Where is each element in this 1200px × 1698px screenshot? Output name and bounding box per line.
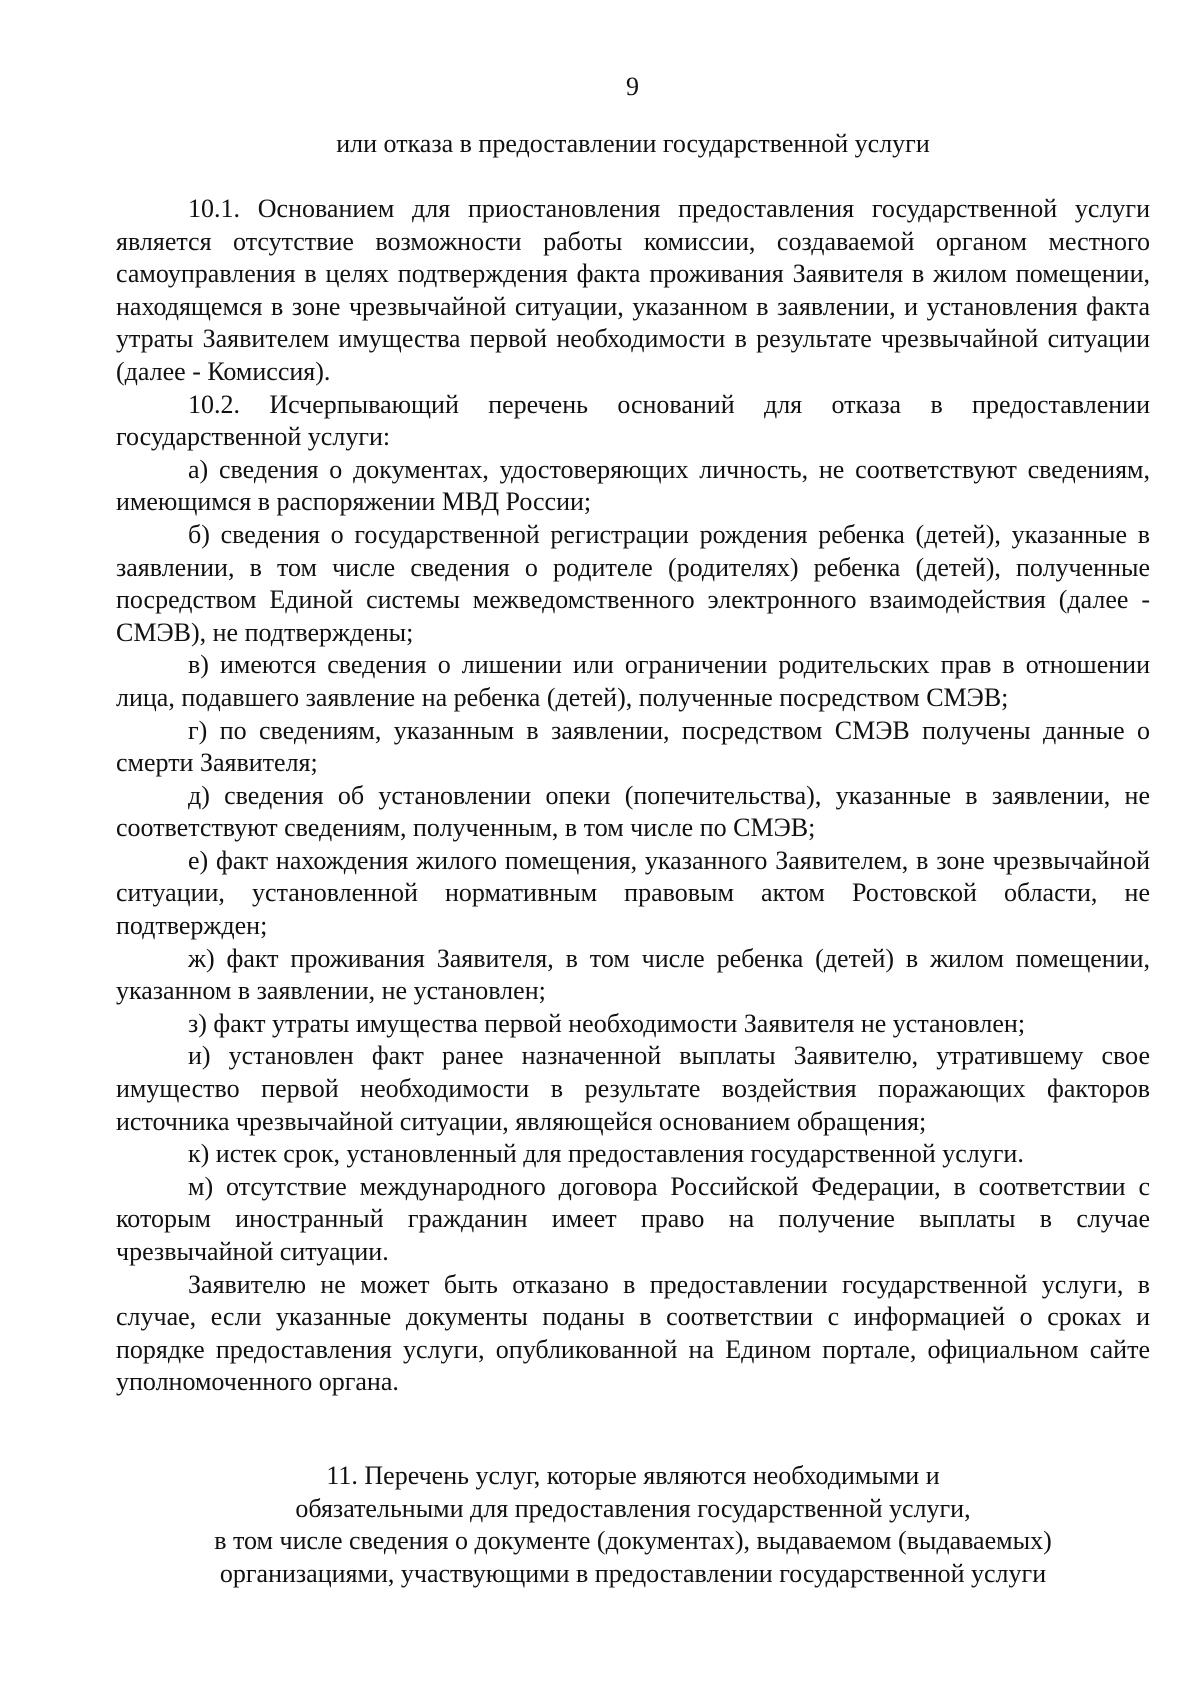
section-heading-line: обязательными для предоставления государственной услуги,: [295, 1493, 971, 1523]
closing-paragraph: Заявителю не может быть отказано в предоставлении государственной услуги, в случае, если указанные документы поданы в соответствии с информацией о сроках и порядке предоставления услуги, опубликованной на Едином портале, официальном сайте уполномоченного органа.: [116, 1269, 1150, 1397]
list-item-m: м) отсутствие международного договора Российской Федерации, в соответствии с которым иностранный гражданин имеет право на получение выплаты в случае чрезвычайной ситуации.: [116, 1171, 1150, 1266]
list-item-b: б) сведения о государственной регистрации рождения ребенка (детей), указанные в заявлении, в том числе сведения о родителе (родителях) ребенка (детей), полученные посредством Единой системы межведомственного электронного взаимодействия (далее - СМЭВ), не подтверждены;: [116, 519, 1150, 647]
list-item-z: з) факт утраты имущества первой необходимости Заявителя не установлен;: [188, 1008, 1026, 1038]
paragraph-10-2: 10.2. Исчерпывающий перечень оснований для отказа в предоставлении государственной услуги:: [116, 389, 1150, 452]
list-item-d: д) сведения об установлении опеки (попечительства), указанные в заявлении, не соответствуют сведениям, полученным, в том числе по СМЭВ;: [116, 780, 1150, 843]
section-heading-continuation: или отказа в предоставлении государственной услуги: [336, 129, 930, 158]
list-item-a: а) сведения о документах, удостоверяющих личность, не соответствуют сведениям, имеющимся в распоряжении МВД России;: [116, 454, 1150, 517]
section-heading-line: 11. Перечень услуг, которые являются необходимыми и: [326, 1461, 940, 1490]
list-item-v: в) имеются сведения о лишении или ограничении родительских прав в отношении лица, подавшего заявление на ребенка (детей), полученные посредством СМЭВ;: [116, 650, 1150, 712]
section-heading-line: в том числе сведения о документе (документах), выдаваемом (выдаваемых): [214, 1526, 1052, 1556]
list-item-e: е) факт нахождения жилого помещения, указанного Заявителем, в зоне чрезвычайной ситуации, установленной нормативным правовым актом Ростовской области, не подтвержден;: [116, 845, 1150, 941]
list-item-k: к) истек срок, установленный для предоставления государственной услуги.: [188, 1139, 1024, 1169]
page-number: 9: [626, 72, 639, 101]
section-11-heading: [116, 1460, 1150, 1590]
body-text: [116, 193, 1150, 1399]
list-item-i: и) установлен факт ранее назначенной выплаты Заявителю, утратившему свое имущество первой необходимости в результате воздействия поражающих факторов источника чрезвычайной ситуации, являющейся основанием обращения;: [116, 1041, 1150, 1136]
list-item-zh: ж) факт проживания Заявителя, в том числе ребенка (детей) в жилом помещении, указанном в заявлении, не установлен;: [116, 943, 1150, 1006]
paragraph-10-1: 10.1. Основанием для приостановления предоставления государственной услуги является отсутствие возможности работы комиссии, создаваемой органом местного самоуправления в целях подтверждения факта проживания Заявителя в жилом помещении, находящемся в зоне чрезвычайной ситуации, указанном в заявлении, и установления факта утраты Заявителем имущества первой необходимости в результате чрезвычайной ситуации (далее - Комиссия).: [116, 194, 1150, 386]
section-heading-line: организациями, участвующими в предоставлении государственной услуги: [219, 1558, 1047, 1588]
list-item-g: г) по сведениям, указанным в заявлении, посредством СМЭВ получены данные о смерти Заявителя;: [116, 715, 1150, 778]
